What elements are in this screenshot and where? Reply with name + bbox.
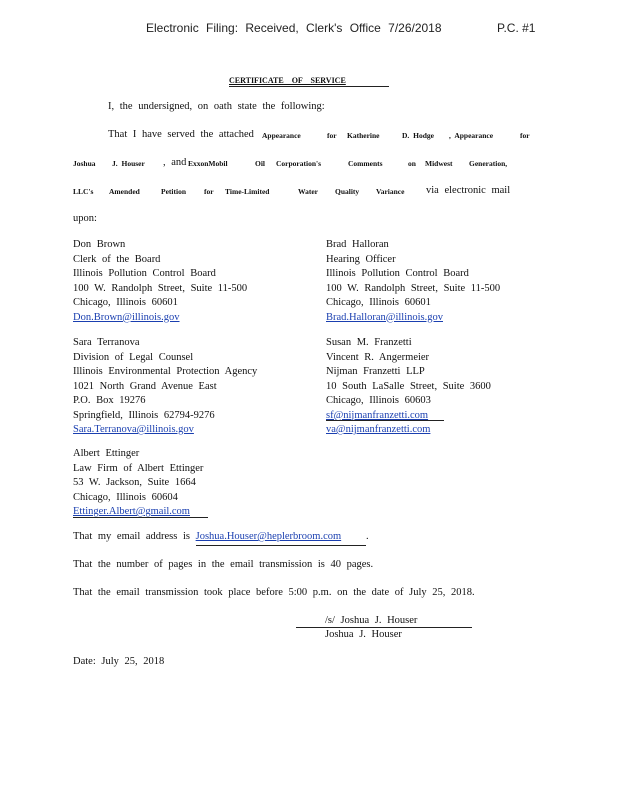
email-link[interactable]: Brad.Halloran@illinois.gov — [326, 311, 443, 323]
address-line: Illinois Environmental Protection Agency — [73, 366, 258, 377]
address-line: 100 W. Randolph Street, Suite 11-500 — [326, 282, 501, 294]
para-text: via electronic mail — [426, 185, 511, 196]
para-text: Amended — [109, 187, 140, 196]
address-line: Susan M. Franzetti — [326, 337, 412, 348]
para-text: for — [204, 187, 214, 196]
title-underline — [229, 86, 389, 87]
address-line: Sara Terranova — [73, 337, 140, 348]
para-text: That I have served the attached — [108, 129, 254, 140]
address-line: Nijman Franzetti LLP — [326, 366, 425, 377]
document-date: Date: July 25, 2018 — [73, 656, 165, 667]
para-text: LLC's — [73, 187, 94, 196]
address-line: Illinois Pollution Control Board — [326, 268, 469, 279]
para-text: Water — [298, 187, 318, 196]
para-text: Appearance — [262, 131, 301, 140]
recipient-brown — [73, 238, 247, 325]
recipient-franzetti — [326, 336, 491, 438]
para-text: Katherine — [347, 131, 380, 140]
para-text: Oil — [255, 159, 266, 168]
address-line: Hearing Officer — [326, 253, 396, 265]
address-line: Illinois Pollution Control Board — [73, 268, 216, 279]
time-statement: That the email transmission took place before 5:00 p.m. on the date of July 25, 2018. — [73, 587, 475, 598]
address-line: Don Brown — [73, 239, 126, 250]
address-line: Albert Ettinger — [73, 448, 140, 459]
address-line: P.O. Box 19276 — [73, 395, 146, 406]
address-line: 1021 North Grand Avenue East — [73, 380, 217, 392]
recipient-halloran — [326, 238, 500, 325]
page-reference: P.C. #1 — [497, 21, 536, 35]
address-line: Chicago, Illinois 60601 — [73, 297, 178, 308]
para-text: J. Houser — [112, 159, 145, 168]
sender-email-link[interactable]: Joshua.Houser@heplerbroom.com — [195, 531, 342, 542]
para-text: , and — [163, 157, 187, 168]
address-line: 100 W. Randolph Street, Suite 11-500 — [73, 282, 248, 294]
para-text: Joshua — [73, 159, 96, 168]
para-text: on — [408, 159, 416, 168]
para-text: Midwest — [425, 159, 453, 168]
para-text: Quality — [335, 187, 360, 196]
para-text: upon: — [73, 213, 97, 224]
para-text: Corporation's — [276, 159, 321, 168]
para-text: Time-Limited — [225, 187, 270, 196]
email-underline — [73, 517, 208, 518]
statement-period: . — [366, 531, 369, 542]
address-line: Vincent R. Angermeier — [326, 351, 430, 363]
address-line: Brad Halloran — [326, 239, 389, 250]
para-text: ExxonMobil — [188, 159, 228, 168]
email-underline — [326, 420, 444, 421]
address-line: Springfield, Illinois 62794-9276 — [73, 409, 215, 421]
address-line: Chicago, Illinois 60604 — [73, 491, 178, 503]
para-text: for — [327, 131, 337, 140]
address-line: Law Firm of Albert Ettinger — [73, 462, 204, 474]
electronic-signature: /s/ Joshua J. Houser — [325, 615, 418, 626]
intro-text: I, the undersigned, on oath state the following: — [108, 101, 325, 112]
email-link[interactable]: Ettinger.Albert@gmail.com — [73, 506, 190, 517]
email-link[interactable]: Don.Brown@illinois.gov — [73, 311, 180, 323]
para-text: D. Hodge — [402, 131, 434, 140]
address-line: Chicago, Illinois 60603 — [326, 395, 431, 406]
address-line: Chicago, Illinois 60601 — [326, 297, 431, 308]
recipient-terranova — [73, 336, 257, 438]
email-link[interactable]: va@nijmanfranzetti.com — [326, 424, 431, 435]
address-line: Division of Legal Counsel — [73, 351, 194, 363]
para-text: Comments — [348, 159, 383, 168]
recipient-ettinger — [73, 447, 203, 520]
signer-name: Joshua J. Houser — [325, 629, 402, 640]
email-link[interactable]: Sara.Terranova@illinois.gov — [73, 424, 194, 435]
para-text: Petition — [161, 187, 186, 196]
address-line: 53 W. Jackson, Suite 1664 — [73, 477, 196, 488]
para-text: Generation, — [469, 159, 508, 168]
para-text: for — [520, 131, 530, 140]
pages-statement: That the number of pages in the email transmission is 40 pages. — [73, 559, 374, 570]
statement-text: That my email address is — [73, 531, 190, 542]
document-title: CERTIFICATE OF SERVICE — [229, 76, 346, 85]
address-line: Clerk of the Board — [73, 253, 161, 265]
email-underline — [196, 545, 366, 546]
signature-line — [296, 627, 472, 628]
address-line: 10 South LaSalle Street, Suite 3600 — [326, 380, 491, 392]
para-text: Variance — [376, 187, 405, 196]
email-link[interactable]: sf@nijmanfranzetti.com — [326, 409, 429, 421]
email-statement — [73, 531, 341, 542]
filing-stamp: Electronic Filing: Received, Clerk's Office 7/26/2018 — [146, 21, 442, 35]
para-text: , Appearance — [449, 131, 494, 140]
